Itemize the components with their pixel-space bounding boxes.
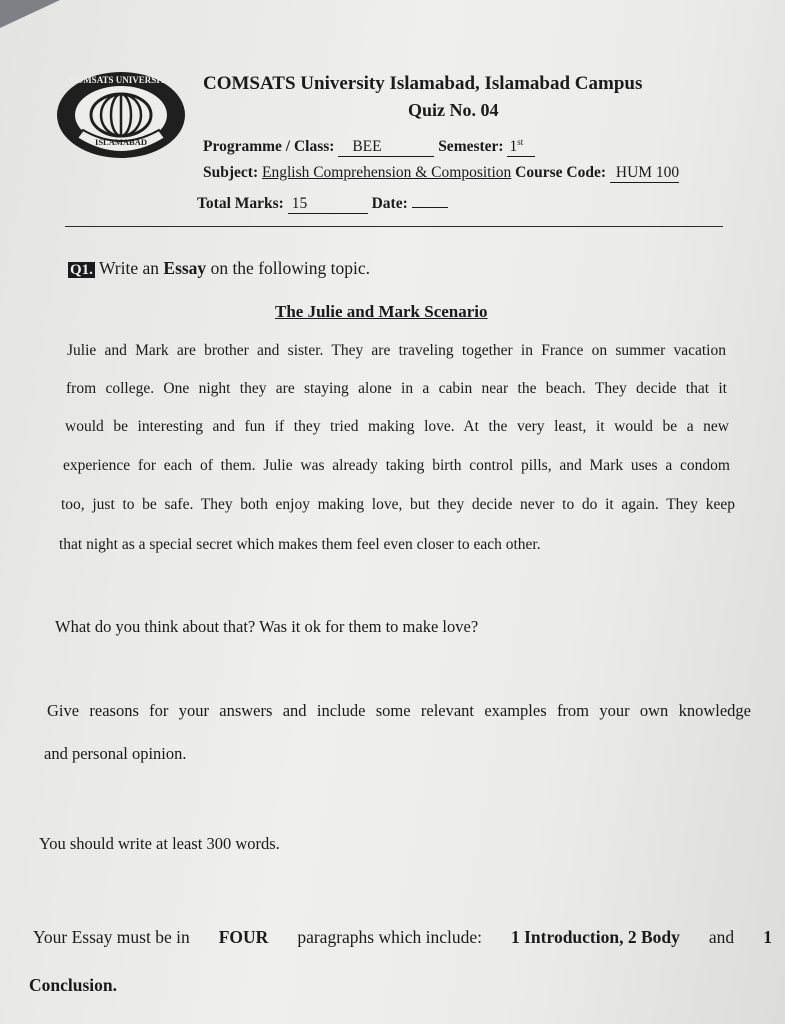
instruction-text-end: on the following topic. — [210, 258, 370, 278]
structure-conclusion: Conclusion. — [29, 975, 118, 995]
structure-bold-parts: 1 Introduction, 2 Body — [511, 927, 680, 947]
quiz-number: Quiz No. 04 — [408, 100, 499, 120]
header-divider — [65, 226, 723, 227]
marks-line — [197, 193, 448, 214]
logo-ring-text: COMSATS UNIVERSITY — [69, 75, 173, 85]
scenario-line: would be interesting and fun if they tried making love. At the very least, it would be a new — [65, 418, 729, 435]
structure-bold-one: 1 — [763, 927, 772, 947]
semester-value: 1 — [509, 138, 518, 156]
subject-label: Subject: — [203, 164, 259, 181]
university-logo — [55, 70, 187, 160]
question-instruction — [68, 258, 370, 279]
structure-text: Your Essay must be in — [33, 927, 190, 947]
question-number: Q1. — [70, 262, 93, 278]
structure-bold-four: FOUR — [218, 927, 269, 947]
discussion-prompt: What do you think about that? Was it ok for them to make love? — [55, 617, 479, 636]
logo-banner-text: ISLAMABAD — [95, 137, 147, 147]
subject-line — [203, 164, 679, 183]
programme-line — [203, 137, 535, 157]
structure-instruction — [33, 927, 772, 948]
total-marks-value: 15 — [288, 195, 368, 214]
instruction-bold: Essay — [163, 258, 207, 278]
topic-title: The Julie and Mark Scenario — [275, 302, 488, 321]
scenario-line: from college. One night they are staying alone in a cabin near the beach. They decide that it — [66, 380, 727, 397]
semester-label: Semester: — [438, 138, 504, 156]
reasons-instruction: Give reasons for your answers and include some relevant examples from your own knowledge — [47, 701, 751, 720]
semester-suffix: st — [517, 137, 524, 147]
date-label: Date: — [371, 195, 408, 212]
instruction-text: Write an — [98, 258, 160, 278]
structure-text-and: and — [708, 927, 735, 947]
subject-value: English Comprehension & Composition — [261, 164, 512, 181]
scenario-line: Julie and Mark are brother and sister. They are traveling together in France on summer vacation — [67, 342, 726, 359]
course-code-label: Course Code: — [515, 164, 606, 181]
programme-label: Programme / Class: — [203, 138, 335, 156]
total-marks-label: Total Marks: — [197, 195, 284, 212]
reasons-instruction-end: and personal opinion. — [44, 744, 187, 763]
programme-value: BEE — [338, 138, 434, 157]
page-corner-shadow — [0, 0, 60, 28]
structure-text-mid: paragraphs which include: — [297, 927, 482, 947]
scenario-line: that night as a special secret which makes them feel even closer to each other. — [59, 536, 541, 553]
date-blank — [412, 193, 448, 208]
scenario-line: too, just to be safe. They both enjoy making love, but they decide never to do it again. They keep — [61, 496, 735, 513]
course-code-value: HUM 100 — [610, 164, 679, 183]
scenario-line: experience for each of them. Julie was already taking birth control pills, and Mark uses a condom — [63, 457, 730, 474]
word-count-instruction: You should write at least 300 words. — [39, 834, 280, 853]
university-title: COMSATS University Islamabad, Islamabad Campus — [203, 73, 643, 94]
